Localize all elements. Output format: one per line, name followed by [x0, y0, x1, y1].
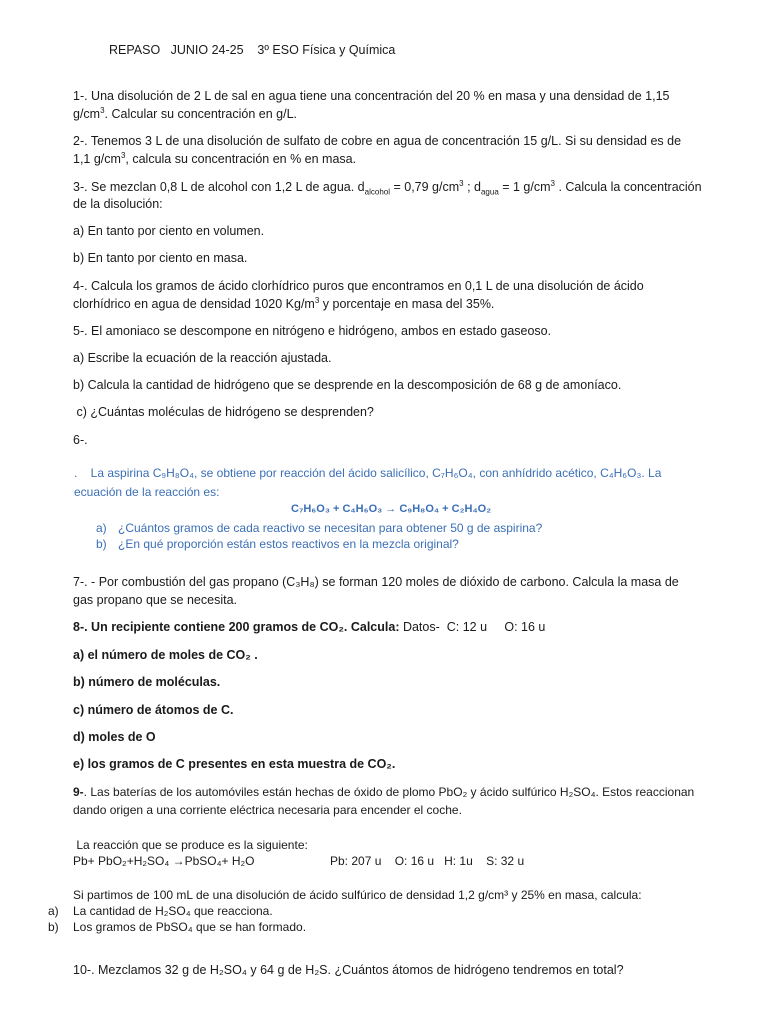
question-8-item-e: e) los gramos de C presentes en esta muestra de CO₂. [73, 757, 396, 771]
q1-unit: g/cm [73, 107, 101, 121]
question-1-line-1: 1-. Una disolución de 2 L de sal en agua tiene una concentración del 20 % en masa y una densidad de 1,15 [73, 89, 670, 103]
question-8-item-a: a) el número de moles de CO₂ . [73, 648, 258, 662]
question-8-item-d: d) moles de O [73, 730, 156, 744]
question-8-item-b: b) número de moléculas. [73, 675, 221, 689]
question-5-line-1: 5-. El amoniaco se descompone en nitrógeno e hidrógeno, ambos en estado gaseoso. [73, 324, 552, 338]
question-6-item-a-label: a) [96, 521, 107, 535]
question-9-line-2: dando origen a una corriente eléctrica necesaria para encender el coche. [73, 803, 462, 817]
question-3-item-b: b) En tanto por ciento en masa. [73, 251, 248, 265]
q3-sup-1: 3 [459, 178, 464, 188]
question-7-line-1: 7-. - Por combustión del gas propano (C₃H₈) se forman 120 moles de dióxido de carbono. Calcula la masa de [73, 575, 679, 589]
question-6-line-1: . La aspirina C₉H₈O₄, se obtiene por reacción del ácido salicílico, C₇H₆O₄, con anhídrido acético, C₄H₆O₃. La [74, 466, 662, 480]
q3-sub-alcohol: alcohol [364, 187, 390, 197]
question-9-atomic-masses: Pb: 207 u O: 16 u H: 1u S: 32 u [330, 854, 525, 868]
q4-sup: 3 [314, 295, 320, 305]
question-6-item-b-label: b) [96, 537, 107, 551]
question-9-line-1 [73, 784, 694, 800]
question-5-item-a: a) Escribe la ecuación de la reacción ajustada. [73, 351, 332, 365]
question-9-item-a: La cantidad de H₂SO₄ que reacciona. [73, 904, 273, 918]
question-6-item-a: ¿Cuántos gramos de cada reactivo se necesitan para obtener 50 g de aspirina? [118, 521, 543, 535]
question-4-line-2 [73, 296, 494, 312]
question-9-item-b: Los gramos de PbSO₄ que se han formado. [73, 920, 307, 934]
question-6-equation: C₇H₆O₃ + C₄H₆O₃ → C₉H₈O₄ + C₂H₄O₂ [291, 503, 492, 515]
q2-sup: 3 [120, 150, 126, 160]
page-header [109, 43, 395, 57]
question-10-line-1: 10-. Mezclamos 32 g de H₂SO₄ y 64 g de H₂S. ¿Cuántos átomos de hidrógeno tendremos en total? [73, 963, 624, 977]
q3-text-a: 3-. Se mezclan 0,8 L de alcohol con 1,2 L de agua. d [73, 180, 365, 194]
question-4-line-1: 4-. Calcula los gramos de ácido clorhídrico puros que encontramos en 0,1 L de una disolución de ácido [73, 279, 644, 293]
question-2-line-1: 2-. Tenemos 3 L de una disolución de sulfato de cobre en agua de concentración 15 g/L. Si su densidad es de [73, 134, 682, 148]
q3-sup-2: 3 [550, 178, 555, 188]
q8-statement: 8-. Un recipiente contiene 200 gramos de CO₂. Calcula: [73, 620, 400, 634]
q9-label: 9- [73, 785, 84, 799]
question-6-label: 6-. [73, 433, 88, 447]
q3-text-d: = 1 g/cm [498, 180, 551, 194]
q3-text-e: . Calcula la concentración [554, 180, 702, 194]
question-2-line-2 [73, 151, 356, 167]
q1-rest: . Calcular su concentración en g/L. [104, 107, 298, 121]
q2-rest: , calcula su concentración en % en masa. [125, 152, 357, 166]
question-7-line-2: gas propano que se necesita. [73, 593, 238, 607]
question-3-line-1 [73, 179, 702, 195]
q8-data: Datos- C: 12 u O: 16 u [399, 620, 546, 634]
q1-sup: 3 [100, 105, 105, 115]
question-5-item-b: b) Calcula la cantidad de hidrógeno que se desprende en la descomposición de 68 g de amoníaco. [73, 378, 622, 392]
question-9-item-b-label: b) [48, 920, 59, 934]
question-3-item-a: a) En tanto por ciento en volumen. [73, 224, 265, 238]
question-9-item-a-label: a) [48, 904, 59, 918]
question-5-item-c: c) ¿Cuántas moléculas de hidrógeno se desprenden? [73, 405, 374, 419]
q2-unit: 1,1 g/cm [73, 152, 121, 166]
header-text: REPASO JUNIO 24-25 3º ESO Física y Química [109, 43, 396, 57]
question-6-item-b: ¿En qué proporción están estos reactivos en la mezcla original? [118, 537, 459, 551]
question-9-reaction-intro: La reacción que se produce es la siguiente: [73, 838, 308, 852]
q3-text-b: = 0,79 g/cm [390, 180, 460, 194]
q9-text: . Las baterías de los automóviles están hechas de óxido de plomo PbO₂ y ácido sulfúrico H₂SO₄. Estos reaccionan [83, 785, 695, 799]
question-6-line-2: ecuación de la reacción es: [74, 485, 220, 499]
q4-text-a: clorhídrico en agua de densidad 1020 Kg/m [73, 297, 315, 311]
question-9-reaction: Pb+ PbO₂+H₂SO₄ →PbSO₄+ H₂O [73, 854, 255, 868]
q4-text-b: y porcentaje en masa del 35%. [319, 297, 495, 311]
question-1-line-2 [73, 106, 297, 122]
question-3-line-2: de la disolución: [73, 197, 163, 211]
question-8-line-1 [73, 619, 545, 635]
q3-sub-agua: agua [480, 187, 499, 197]
q3-text-c: ; d [463, 180, 481, 194]
question-9-intro: Si partimos de 100 mL de una disolución de ácido sulfúrico de densidad 1,2 g/cm³ y 25% en masa, calcula: [73, 888, 642, 902]
question-8-item-c: c) número de átomos de C. [73, 703, 234, 717]
